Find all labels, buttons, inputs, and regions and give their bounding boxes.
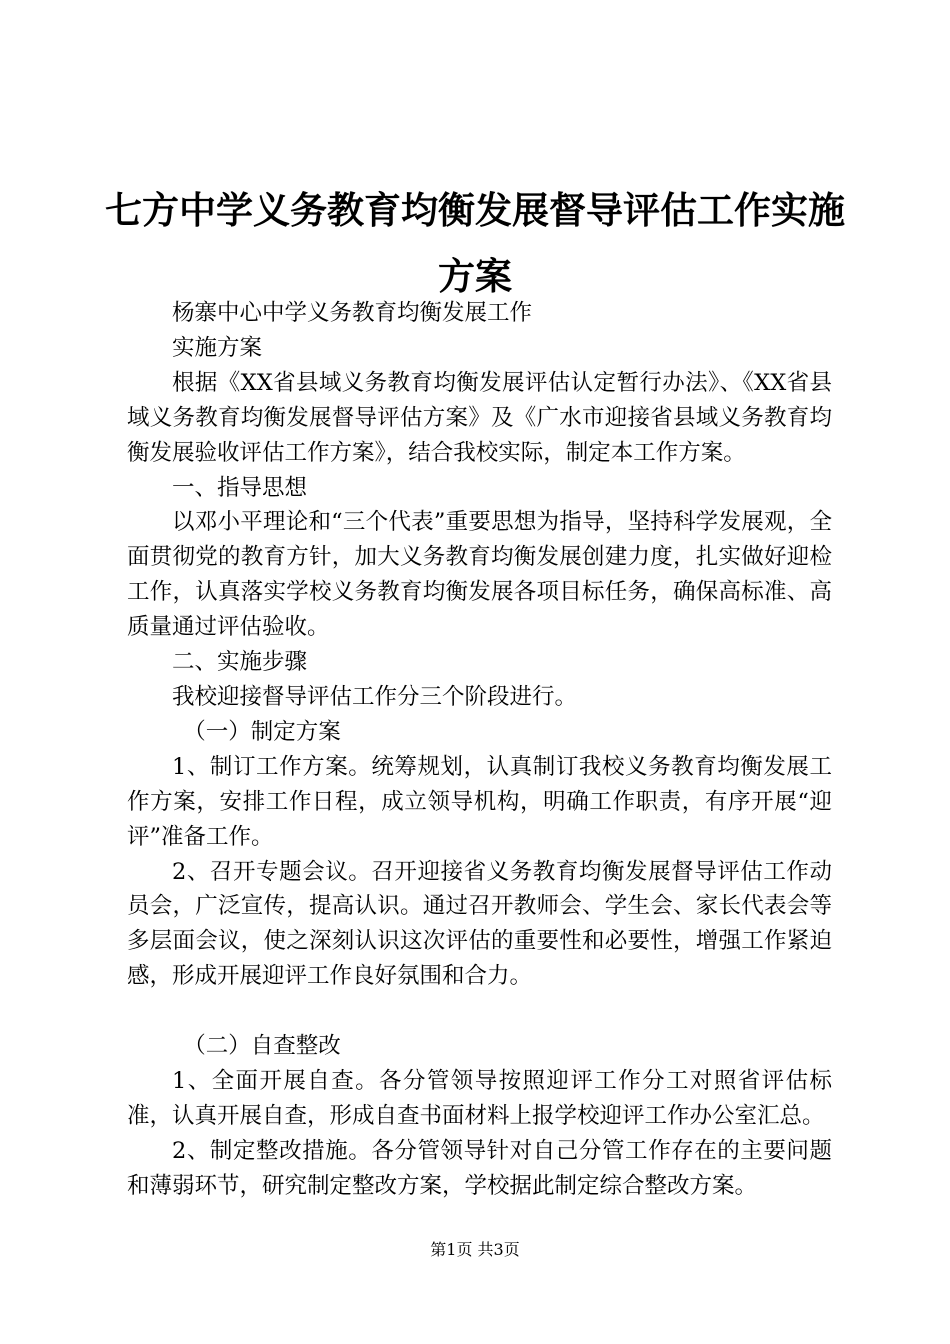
paragraph-three-stages: 我校迎接督导评估工作分三个阶段进行。 [172, 683, 578, 710]
heading-self-inspection: （二）自查整改 [183, 1033, 341, 1060]
paragraph-basis: 根据《XX省县域义务教育均衡发展评估认定暂行办法》、《XX省县域义务教育均衡发展督导评估方案》及《广水市迎接省县域义务教育均衡发展验收评估工作方案》，结合我校实际，制定本工作方案。 [127, 369, 832, 466]
paragraph-subtitle: 实施方案 [172, 334, 263, 361]
paragraph-school-name: 杨寨中心中学义务教育均衡发展工作 [172, 300, 533, 326]
paragraph-inspection-item-2: 2、制定整改措施。各分管领导针对自己分管工作存在的主要问题和薄弱环节，研究制定整改方案，学校据此制定综合整改方案。 [127, 1137, 832, 1199]
paragraph-plan-item-2: 2、召开专题会议。召开迎接省义务教育均衡发展督导评估工作动员会，广泛宣传，提高认识。通过召开教师会、学生会、家长代表会等多层面会议，使之深刻认识这次评估的重要性和必要性，增强工作紧迫感，形成开展迎评工作良好氛围和合力。 [127, 858, 832, 990]
heading-make-plan: （一）制定方案 [183, 718, 341, 745]
paragraph-plan-item-1: 1、制订工作方案。统筹规划，认真制订我校义务教育均衡发展工作方案，安排工作日程，成立领导机构，明确工作职责，有序开展“迎评”准备工作。 [127, 753, 832, 850]
page-footer: 第1页 共3页 [430, 1240, 520, 1259]
paragraph-inspection-item-1: 1、全面开展自查。各分管领导按照迎评工作分工对照省评估标准，认真开展自查，形成自查书面材料上报学校迎评工作办公室汇总。 [127, 1067, 832, 1129]
paragraph-guiding-ideology: 以邓小平理论和“三个代表”重要思想为指导，坚持科学发展观，全面贯彻党的教育方针，加大义务教育均衡发展创建力度，扎实做好迎检工作，认真落实学校义务教育均衡发展各项目标任务，确保高标准、高质量通过评估验收。 [127, 509, 832, 641]
document-body [127, 296, 832, 1204]
blank-line [127, 994, 832, 1029]
heading-implementation-steps: 二、实施步骤 [172, 649, 308, 676]
document-title: 七方中学义务教育均衡发展督导评估工作实施方案 [105, 189, 845, 298]
heading-guiding-ideology: 一、指导思想 [172, 474, 308, 501]
